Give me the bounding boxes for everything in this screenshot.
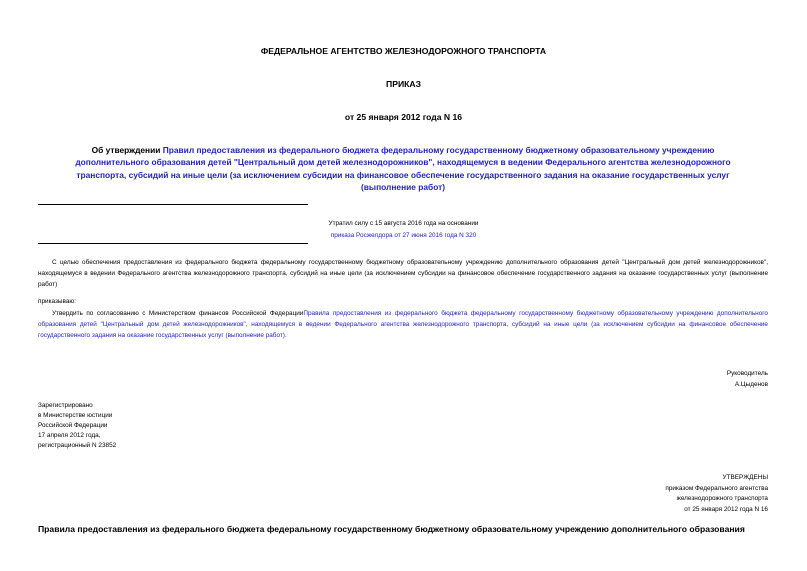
title-rules-link[interactable]: Правил предоставления из федерального бюджета федеральному государственному бюджетному образовательному учреждению дополнительного образования детей "Центральный дом детей железнодорожников", находящемуся в ведении Федерального агентства железнодорожного транспорта, субсидий на иные цели (за исключением субсидии на финансовое обеспечение государственного задания на оказание государственных услуг (выполнение работ) bbox=[75, 145, 731, 192]
body-paragraph-approve bbox=[38, 308, 768, 342]
status-text: Утратил силу с 15 августа 2016 года на основании bbox=[328, 220, 479, 227]
approved-line: от 25 января 2012 года N 16 bbox=[684, 505, 768, 513]
order-heading: ПРИКАЗ bbox=[386, 79, 421, 89]
registration-line: в Министерстве юстиции bbox=[38, 412, 113, 419]
signature-role: Руководитель bbox=[726, 370, 768, 377]
approved-line: железнодорожного транспорта bbox=[676, 495, 768, 502]
approved-line: приказом Федерального агентства bbox=[665, 484, 768, 492]
registration-line: 17 апреля 2012 года, bbox=[38, 432, 101, 439]
status-rule-bottom bbox=[38, 243, 308, 244]
signature-block bbox=[727, 369, 768, 390]
approve-rules-link[interactable]: Правила предоставления из федерального бюджета федеральному государственному бюджетному образовательному учреждению дополнительного образования детей "Центральный дом детей железнодорожников", находящемуся в ведении Федерального агентства железнодорожного транспорта, субсидий на иные цели (за исключением субсидии на финансовое обеспечение государственного задания на оказание государственных услуг (выполнение работ). bbox=[38, 310, 768, 340]
registration-line: Российской Федерации bbox=[38, 422, 108, 429]
rules-heading: Правила предоставления из федерального бюджета федеральному государственному бюджетному образовательному учреждению дополнительного образования bbox=[38, 524, 745, 534]
body-paragraph-order: приказываю: bbox=[38, 298, 76, 305]
registration-line: Зарегистрировано bbox=[38, 402, 93, 409]
registration-block bbox=[38, 401, 116, 451]
registration-line: регистрационный N 23852 bbox=[38, 442, 117, 449]
status-order-link[interactable]: приказа Росжелдора от 27 июня 2016 года N 320 bbox=[330, 232, 477, 239]
order-date: от 25 января 2012 года N 16 bbox=[344, 112, 463, 122]
document-title bbox=[58, 144, 748, 193]
approved-block bbox=[665, 473, 768, 515]
agency-heading: ФЕДЕРАЛЬНОЕ АГЕНТСТВО ЖЕЛЕЗНОДОРОЖНОГО ТРАНСПОРТА bbox=[260, 46, 547, 56]
signature-name: А.Цыденов bbox=[734, 380, 768, 388]
approved-line: УТВЕРЖДЕНЫ bbox=[722, 474, 768, 481]
approve-prefix: Утвердить по согласованию с Министерством финансов Российской Федерации bbox=[52, 310, 304, 317]
status-rule-top bbox=[38, 204, 308, 205]
body-paragraph-purpose: С целью обеспечения предоставления из федерального бюджета федеральному государственному бюджетному образовательному учреждению дополнительного образования детей "Центральный дом детей железнодорожников", находящемуся в ведении Федерального агентства железнодорожного транспорта, субсидий на иные цели (за исключением субсидии на финансовое обеспечение государственного задания на оказание государственных услуг (выполнение работ) bbox=[38, 259, 768, 289]
title-prefix: Об утверждении bbox=[91, 145, 163, 155]
